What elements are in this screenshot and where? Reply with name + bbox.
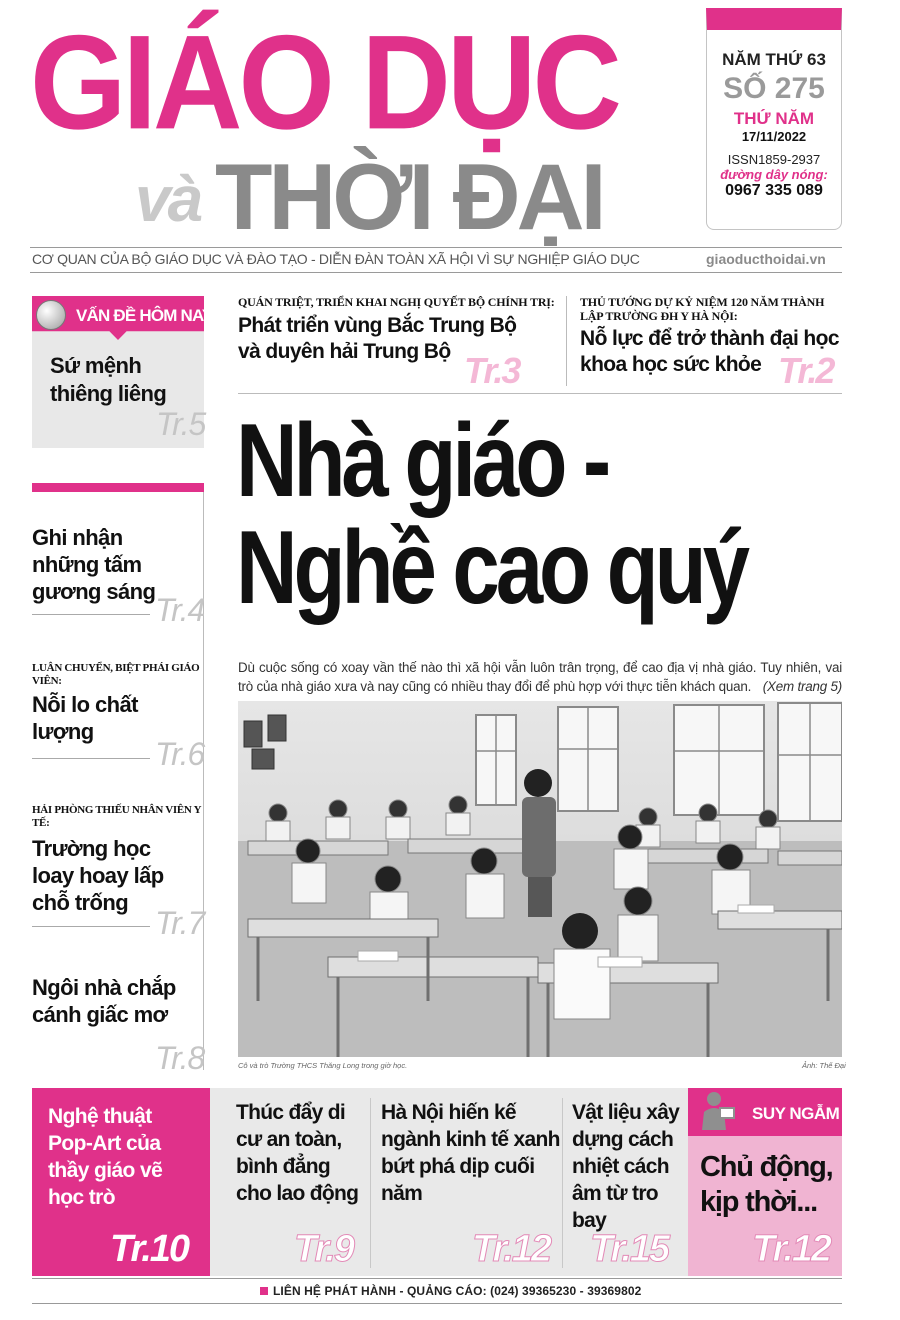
bottom-item-title[interactable]: Hà Nội hiến kế ngành kinh tế xanh bứt phá dịp cuối năm — [381, 1101, 560, 1205]
teaser-kicker: QUÁN TRIỆT, TRIỂN KHAI NGHỊ QUYẾT BỘ CHÍNH TRỊ: — [238, 295, 555, 309]
issue-issn: ISSN1859-2937 — [727, 152, 821, 167]
left-item-page-ref: Tr.8 — [155, 1040, 205, 1076]
left-column-divider — [32, 483, 204, 492]
teaser-kicker: THỦ TƯỚNG DỰ KỶ NIỆM 120 NĂM THÀNH LẬP TRƯỜNG ĐH Y HÀ NỘI: — [580, 295, 825, 323]
left-item-kicker: HẢI PHÒNG THIẾU NHÂN VIÊN Y TẾ: — [32, 804, 201, 830]
left-item-title[interactable]: Nỗi lo chất lượng — [32, 692, 138, 744]
teaser-page-ref: Tr.3 — [464, 350, 520, 391]
feature-title[interactable]: Sứ mệnh thiêng liêng — [50, 353, 167, 406]
teaser-page-ref: Tr.2 — [778, 350, 834, 391]
suy-ngam-label: SUY NGẪM — [752, 1104, 840, 1123]
suy-ngam-page-ref: Tr.12 — [752, 1228, 831, 1270]
suy-ngam-title[interactable]: Chủ động, kịp thời... — [700, 1151, 833, 1218]
globe-icon — [36, 300, 66, 330]
left-item-kicker: LUÂN CHUYỂN, BIỆT PHÁI GIÁO VIÊN: — [32, 662, 200, 688]
masthead-logo-thoi-dai: THỜI ĐẠI — [215, 144, 603, 249]
bottom-item-title[interactable]: Thúc đẩy di cư an toàn, bình đẳng cho lao động — [236, 1101, 359, 1205]
feature-page-ref: Tr.5 — [156, 406, 206, 442]
left-item-rule — [32, 614, 150, 615]
issue-weekday: THỨ NĂM — [733, 109, 815, 128]
left-item-rule — [32, 926, 150, 927]
footer-rule — [32, 1303, 842, 1304]
issue-number: SỐ 275 — [723, 72, 825, 105]
bottom-item-title[interactable]: Nghệ thuật Pop-Art của thầy giáo vẽ học trò — [48, 1105, 163, 1209]
bottom-item-page-ref: Tr.9 — [294, 1228, 353, 1270]
left-item-page-ref: Tr.4 — [155, 592, 205, 628]
headline-line-2: Nghề cao quý — [236, 510, 746, 627]
feature-label: VẤN ĐỀ HÔM NAY — [76, 306, 213, 325]
bottom-item-page-ref: Tr.10 — [110, 1228, 189, 1270]
photo-caption: Cô và trò Trường THCS Thăng Long trong giờ học. — [238, 1061, 408, 1070]
main-lede — [238, 659, 842, 697]
bottom-item-page-ref: Tr.12 — [472, 1228, 551, 1270]
issue-date: 17/11/2022 — [741, 129, 807, 144]
classroom-photo — [238, 701, 842, 1057]
bottom-separator — [370, 1098, 371, 1268]
main-headline[interactable] — [236, 403, 746, 627]
photo-credit: Ảnh: Thế Đại — [802, 1061, 846, 1070]
teaser-separator — [566, 296, 567, 386]
reader-icon — [694, 1090, 736, 1132]
lede-text: Dù cuộc sống có xoay vần thế nào thì xã hội vẫn luôn trân trọng, để cao địa vị nhà giáo. Tuy nhiên, vai trò của nhà giáo xưa và nay cũng có nhiều thay đổi để phù hợp với thực tiễn khách quan. — [238, 660, 842, 694]
left-item-rule — [32, 758, 150, 759]
masthead-logo-giao-duc: GIÁO DỤC — [30, 8, 618, 158]
hotline-label: đường dây nóng: — [720, 167, 828, 182]
classroom-photo-illustration — [238, 701, 842, 1057]
bottom-item-title[interactable]: Vật liệu xây dựng cách nhiệt cách âm từ tro bay — [572, 1101, 680, 1232]
website-link[interactable]: giaoducthoidai.vn — [706, 251, 826, 267]
issue-year: NĂM THỨ 63 — [722, 50, 826, 69]
left-item-page-ref: Tr.6 — [155, 736, 205, 772]
masthead-logo-va: và — [135, 163, 201, 235]
footer-contact: LIÊN HỆ PHÁT HÀNH - QUẢNG CÁO: (024) 39365230 - 39369802 — [273, 1284, 642, 1298]
left-column-rule — [203, 492, 204, 1070]
teaser-title[interactable]: Phát triển vùng Bắc Trung Bộ và duyên hải Trung Bộ — [238, 314, 517, 364]
hotline-number: 0967 335 089 — [725, 182, 823, 199]
left-item-page-ref: Tr.7 — [155, 905, 205, 941]
footer-bullet-icon — [260, 1287, 268, 1295]
teaser-title[interactable]: Nỗ lực để trở thành đại học khoa học sức khỏe — [580, 327, 839, 377]
bottom-item-page-ref: Tr.15 — [590, 1228, 669, 1270]
issue-info-box — [706, 8, 842, 230]
bottom-separator — [562, 1098, 563, 1268]
masthead-tagline: CƠ QUAN CỦA BỘ GIÁO DỤC VÀ ĐÀO TẠO - DIỄN ĐÀN TOÀN XÃ HỘI VÌ SỰ NGHIỆP GIÁO DỤC — [32, 251, 640, 267]
left-item-title[interactable]: Ngôi nhà chắp cánh giấc mơ — [32, 975, 176, 1027]
teaser-underline — [238, 393, 842, 394]
lede-page-ref[interactable]: (Xem trang 5) — [762, 678, 842, 694]
footer-rule — [32, 1278, 842, 1279]
headline-line-1: Nhà giáo - — [236, 403, 608, 519]
left-item-title[interactable]: Trường học loay hoay lấp chỗ trống — [32, 836, 164, 915]
left-item-title[interactable]: Ghi nhận những tấm gương sáng — [32, 525, 156, 604]
